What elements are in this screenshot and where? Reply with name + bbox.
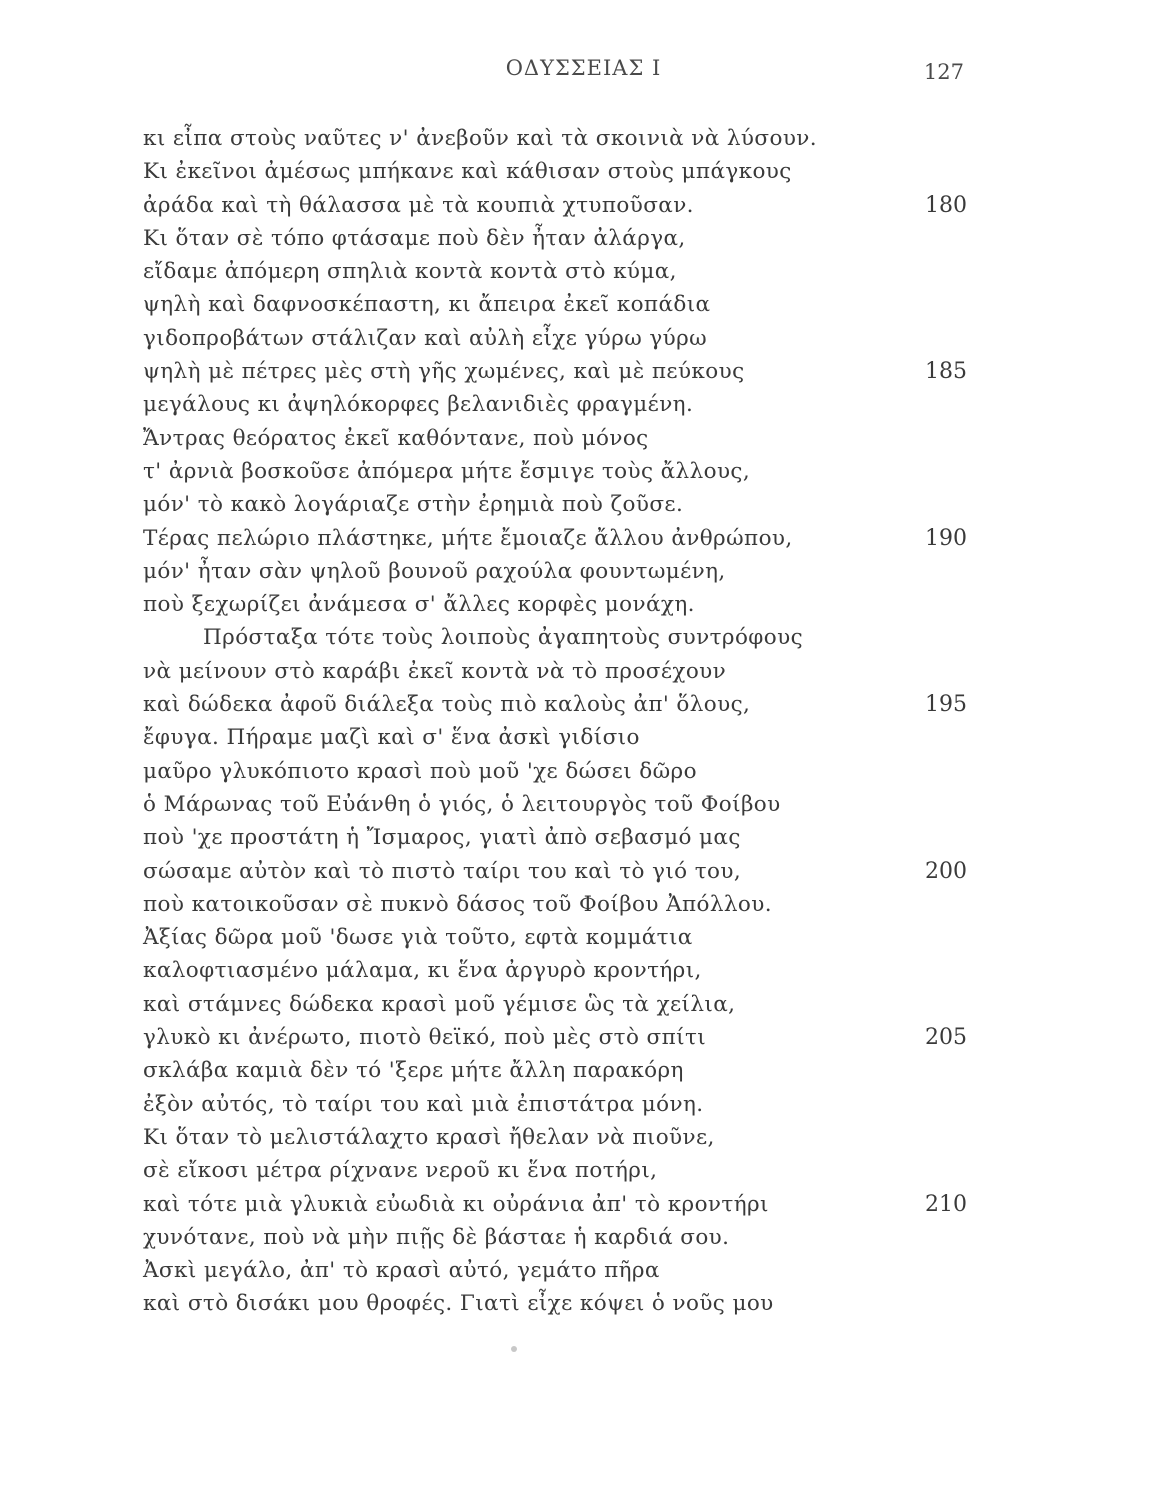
verse-text: μόν' τὸ κακὸ λογάριαζε στὴν ἐρημιὰ ποὺ ζοῦσε. — [143, 492, 684, 518]
verse-text: σκλάβα καμιὰ δὲν τό 'ξερε μήτε ἄλλη παρακόρη — [143, 1058, 684, 1084]
verse-line — [0, 288, 1167, 321]
verse-line — [0, 455, 1167, 488]
verse-text: ποὺ κατοικοῦσαν σὲ πυκνὸ δάσος τοῦ Φοίβου Ἀπόλλου. — [143, 891, 772, 917]
line-number: 195 — [925, 692, 967, 718]
line-number: 190 — [925, 525, 967, 551]
verse-text: νὰ μείνουν στὸ καράβι ἐκεῖ κοντὰ νὰ τὸ προσέχουν — [143, 658, 727, 684]
verse-text: κι εἶπα στοὺς ναῦτες ν' ἀνεβοῦν καὶ τὰ σκοινιὰ νὰ λύσουν. — [143, 126, 817, 151]
verse-line — [0, 422, 1167, 455]
verse-line — [0, 522, 1167, 555]
line-number: 210 — [925, 1191, 967, 1217]
verse-text: καὶ δώδεκα ἀφοῦ διάλεξα τοὺς πιὸ καλοὺς ἀπ' ὅλους, — [143, 692, 751, 718]
verse-text: ἔφυγα. Πήραμε μαζὶ καὶ σ' ἕνα ἀσκὶ γιδίσιο — [143, 725, 640, 751]
verse-line — [0, 388, 1167, 421]
verse-text: μεγάλους κι ἀψηλόκορφες βελανιδιὲς φραγμένη. — [143, 392, 694, 418]
verse-line — [0, 255, 1167, 288]
running-header-title: ΟΔΥΣΣΕΙΑΣ Ι — [505, 56, 662, 80]
verse-text: Ἀξίας δῶρα μοῦ 'δωσε γιὰ τοῦτο, εφτὰ κομμάτια — [143, 925, 693, 951]
verse-line — [0, 621, 1167, 654]
verse-line — [0, 155, 1167, 188]
verse-text: Κι ὅταν σὲ τόπο φτάσαμε ποὺ δὲν ἦταν ἀλάργα, — [143, 225, 686, 251]
verse-text: μόν' ἦταν σὰν ψηλοῦ βουνοῦ ραχούλα φουντωμένη, — [143, 558, 726, 584]
verse-line — [0, 1121, 1167, 1154]
verse-block — [0, 122, 1167, 1321]
line-number: 200 — [925, 858, 967, 884]
verse-line — [0, 1054, 1167, 1087]
verse-line — [0, 788, 1167, 821]
verse-text: καλοφτιασμένο μάλαμα, κι ἕνα ἀργυρὸ κροντήρι, — [143, 958, 702, 984]
verse-text: Ἄντρας θεόρατος ἐκεῖ καθόντανε, ποὺ μόνος — [143, 425, 649, 451]
verse-text: καὶ στάμνες δώδεκα κρασὶ μοῦ γέμισε ὣς τὰ χείλια, — [143, 991, 736, 1017]
verse-line — [0, 755, 1167, 788]
verse-text: ποὺ 'χε προστάτη ἡ Ἴσμαρος, γιατὶ ἀπὸ σεβασμό μας — [143, 825, 741, 851]
verse-line — [0, 555, 1167, 588]
line-number: 185 — [925, 359, 967, 385]
verse-text: Ἀσκὶ μεγάλο, ἀπ' τὸ κρασὶ αὐτό, γεμάτο πῆρα — [143, 1258, 660, 1284]
verse-text: Κι ὅταν τὸ μελιστάλαχτο κρασὶ ἤθελαν νὰ πιοῦνε, — [143, 1124, 715, 1150]
verse-line — [0, 122, 1167, 155]
verse-text: Πρόσταξα τότε τοὺς λοιποὺς ἀγαπητοὺς συντρόφους — [203, 625, 804, 651]
verse-line — [0, 655, 1167, 688]
verse-line — [0, 1188, 1167, 1221]
verse-line — [0, 821, 1167, 854]
verse-line — [0, 988, 1167, 1021]
verse-line — [0, 1021, 1167, 1054]
verse-text: Κι ἐκεῖνοι ἀμέσως μπήκανε καὶ κάθισαν στοὺς μπάγκους — [143, 159, 792, 185]
verse-line — [0, 721, 1167, 754]
verse-line — [0, 222, 1167, 255]
verse-text: σώσαμε αὐτὸν καὶ τὸ πιστὸ ταίρι του καὶ τὸ γιό του, — [143, 858, 742, 884]
verse-line — [0, 588, 1167, 621]
verse-text: ποὺ ξεχωρίζει ἀνάμεσα σ' ἄλλες κορφὲς μονάχη. — [143, 592, 695, 618]
verse-text: γλυκὸ κι ἀνέρωτο, πιοτὸ θεϊκό, ποὺ μὲς στὸ σπίτι — [143, 1025, 707, 1051]
verse-text: ἐξὸν αὐτός, τὸ ταίρι του καὶ μιὰ ἐπιστάτρα μόνη. — [143, 1091, 704, 1117]
verse-line — [0, 189, 1167, 222]
verse-line — [0, 1254, 1167, 1287]
verse-text: τ' ἀρνιὰ βοσκοῦσε ἀπόμερα μήτε ἔσμιγε τοὺς ἄλλους, — [143, 458, 751, 484]
line-number: 205 — [925, 1025, 967, 1051]
verse-line — [0, 1287, 1167, 1320]
verse-text: καὶ τότε μιὰ γλυκιὰ εὐωδιὰ κι οὐράνια ἀπ' τὸ κροντήρι — [143, 1191, 769, 1217]
verse-line — [0, 888, 1167, 921]
verse-text: Τέρας πελώριο πλάστηκε, μήτε ἔμοιαζε ἄλλου ἀνθρώπου, — [143, 525, 793, 551]
verse-text: εἴδαμε ἀπόμερη σπηλιὰ κοντὰ κοντὰ στὸ κύμα, — [143, 259, 677, 285]
line-number: 180 — [925, 192, 967, 218]
verse-line — [0, 954, 1167, 987]
verse-text: μαῦρο γλυκόπιοτο κρασὶ ποὺ μοῦ 'χε δώσει δῶρο — [143, 758, 697, 784]
page-number: 127 — [923, 60, 964, 84]
footer-mark — [511, 1346, 517, 1352]
verse-line — [0, 1088, 1167, 1121]
verse-line — [0, 355, 1167, 388]
verse-line — [0, 921, 1167, 954]
verse-text: ὁ Μάρωνας τοῦ Εὐάνθη ὁ γιός, ὁ λειτουργὸς τοῦ Φοίβου — [143, 791, 781, 817]
verse-text: γιδοπροβάτων στάλιζαν καὶ αὐλὴ εἶχε γύρω γύρω — [143, 325, 708, 351]
verse-text: ψηλὴ καὶ δαφνοσκέπαστη, κι ἄπειρα ἐκεῖ κοπάδια — [143, 292, 711, 318]
verse-text: καὶ στὸ δισάκι μου θροφές. Γιατὶ εἶχε κόψει ὁ νοῦς μου — [143, 1291, 774, 1317]
verse-text: χυνότανε, ποὺ νὰ μὴν πιῇς δὲ βάσταε ἡ καρδιά σου. — [143, 1224, 730, 1250]
verse-text: ψηλὴ μὲ πέτρες μὲς στὴ γῆς χωμένες, καὶ μὲ πεύκους — [143, 359, 745, 385]
verse-line — [0, 322, 1167, 355]
verse-line — [0, 1154, 1167, 1187]
verse-line — [0, 688, 1167, 721]
verse-line — [0, 1221, 1167, 1254]
verse-text: ἀράδα καὶ τὴ θάλασσα μὲ τὰ κουπιὰ χτυποῦσαν. — [143, 192, 694, 218]
verse-line — [0, 488, 1167, 521]
verse-line — [0, 855, 1167, 888]
verse-text: σὲ εἴκοσι μέτρα ρίχνανε νεροῦ κι ἕνα ποτήρι, — [143, 1158, 658, 1184]
